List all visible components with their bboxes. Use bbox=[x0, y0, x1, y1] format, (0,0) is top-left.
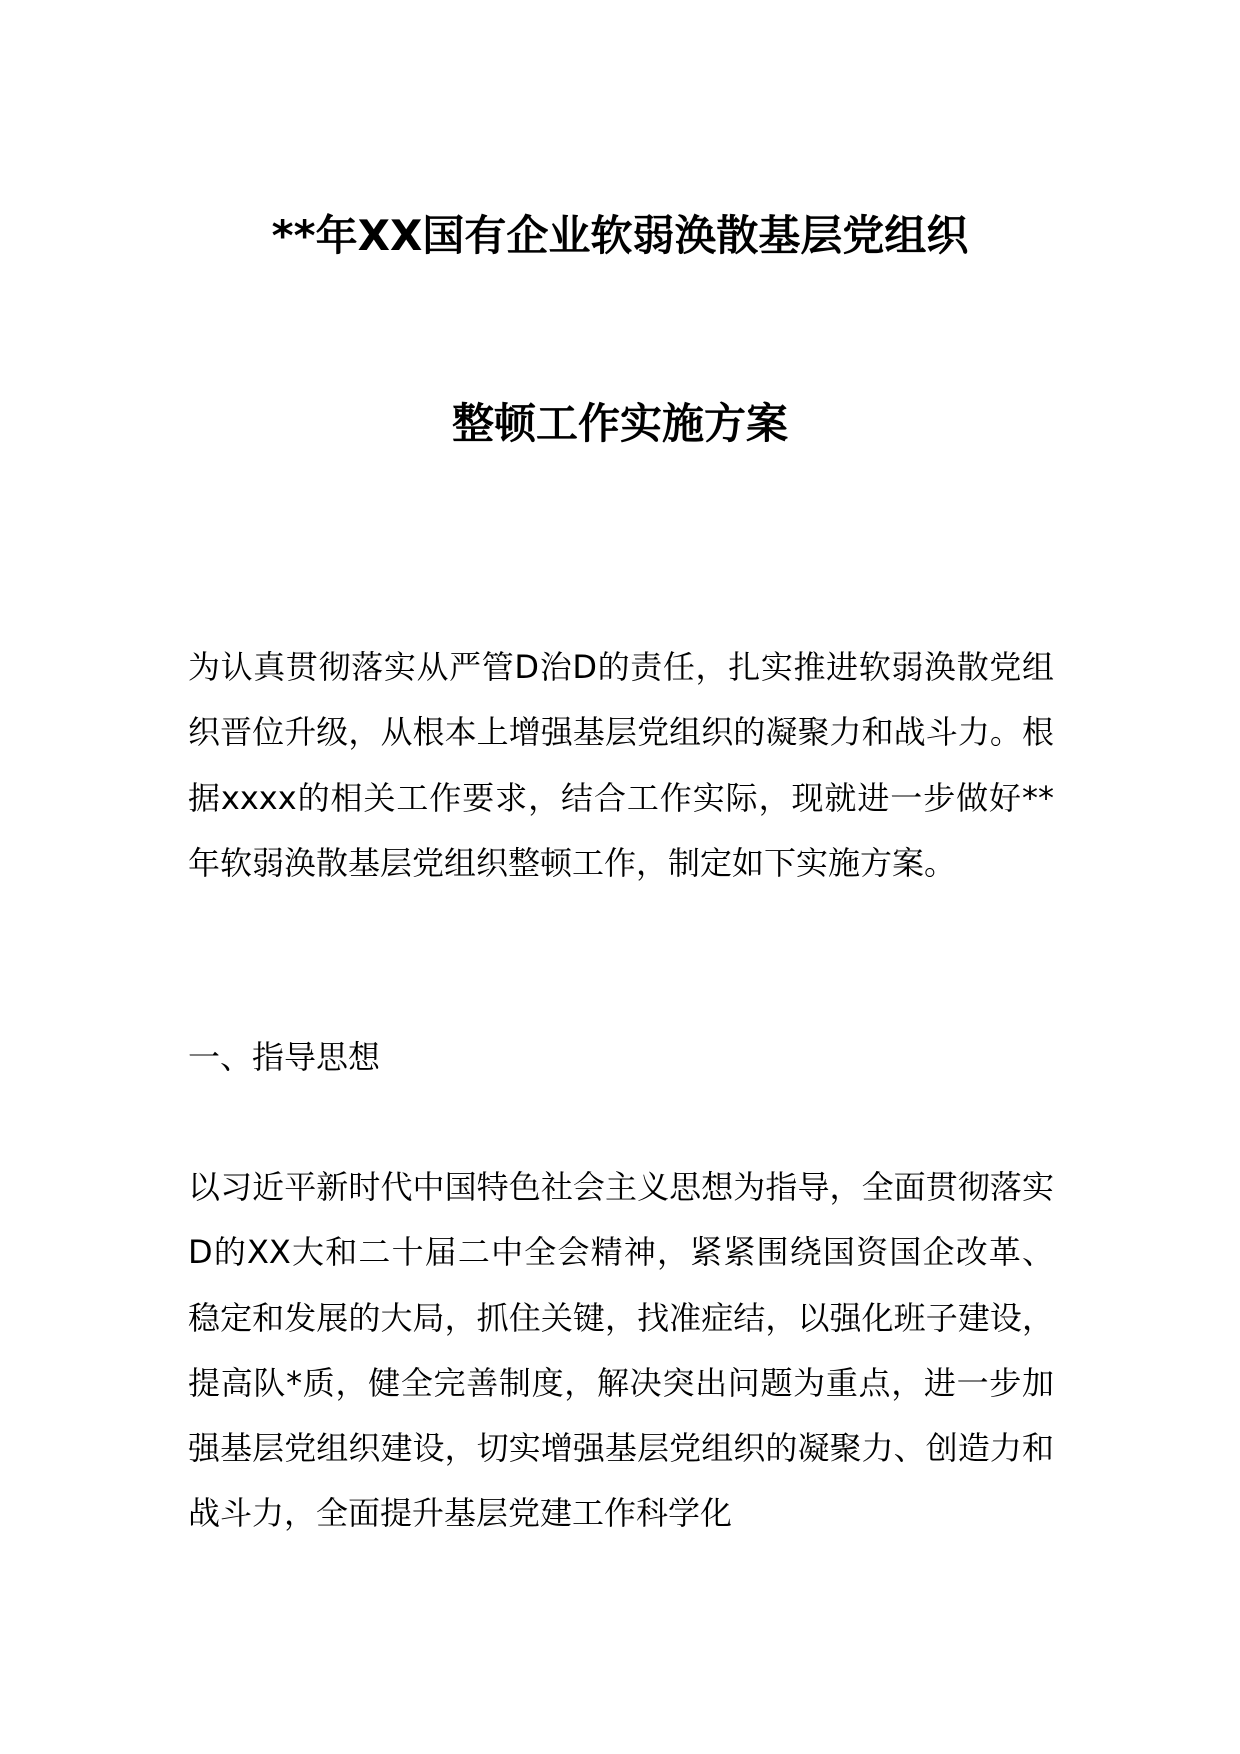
document-title-line-2: 整顿工作实施方案 bbox=[451, 399, 788, 448]
section-heading-guiding-thought: 一、指导思想 bbox=[188, 1038, 381, 1076]
document-title-line-1: **年XX国有企业软弱涣散基层党组织 bbox=[271, 211, 969, 260]
intro-paragraph: 为认真贯彻落实从严管D治D的责任，扎实推进软弱涣散党组织晋位升级，从根本上增强基层党组织的凝聚力和战斗力。根据xxxx的相关工作要求，结合工作实际，现就进一步做好**年软弱涣散基层党组织整顿工作，制定如下实施方案。 bbox=[188, 648, 1054, 882]
section-paragraph-guiding-thought: 以习近平新时代中国特色社会主义思想为指导，全面贯彻落实D的XX大和二十届二中全会精神，紧紧围绕国资国企改革、稳定和发展的大局，抓住关键，找准症结，以强化班子建设，提高队*质，健全完善制度，解决突出问题为重点，进一步加强基层党组织建设，切实增强基层党组织的凝聚力、创造力和战斗力，全面提升基层党建工作科学化 bbox=[188, 1168, 1054, 1533]
